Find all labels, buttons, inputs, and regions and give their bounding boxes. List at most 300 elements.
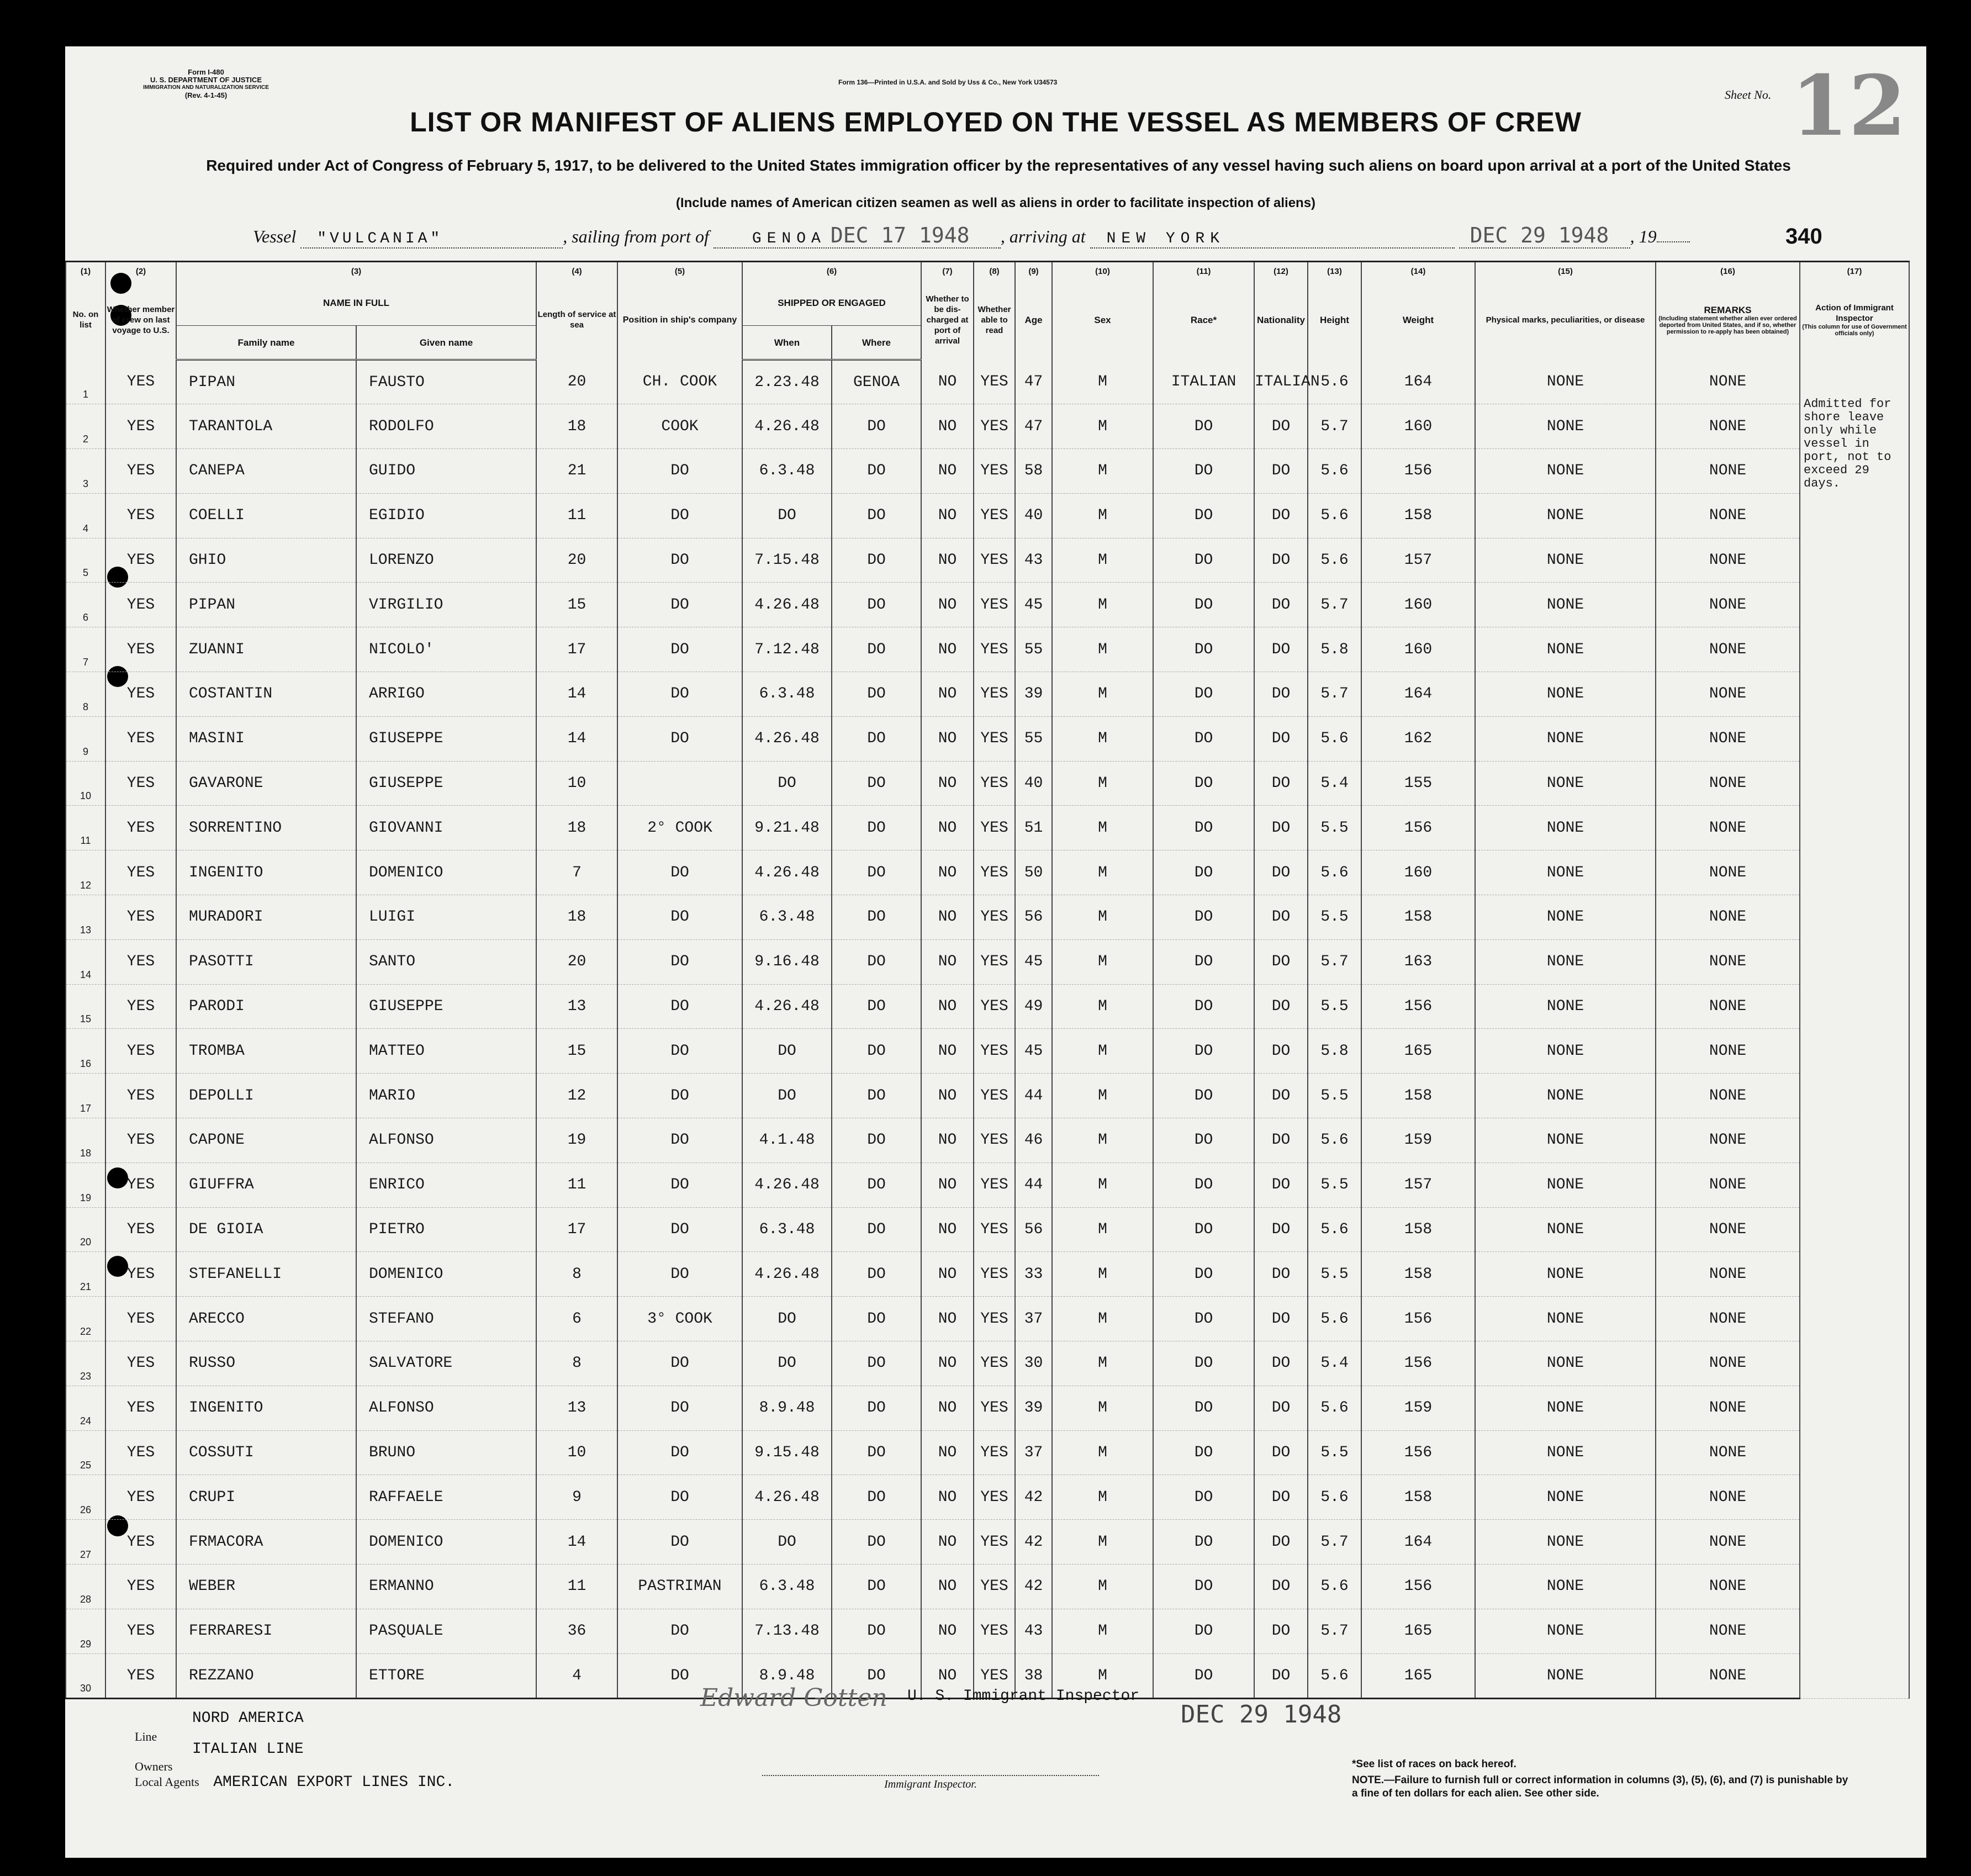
cell-nationality: DO [1254,850,1308,895]
cell-age: 43 [1015,1609,1052,1653]
cell-weight: 158 [1361,1475,1475,1520]
cell-family-name: RUSSO [176,1341,356,1386]
cell-sex: M [1052,360,1153,404]
cell-family-name: GHIO [176,538,356,583]
cell-service-length: 9 [536,1475,617,1520]
line-value: NORD AMERICA [192,1710,304,1727]
cell-race: DO [1153,1653,1254,1699]
cell-row-number: 27 [66,1520,105,1565]
table-row [66,850,1909,895]
cell-discharged: NO [921,1430,974,1475]
cell-last-voyage: YES [105,627,176,672]
cell-shipped-when: 4.26.48 [742,404,832,449]
col-header-given-name: Given name [356,326,536,360]
cell-given-name: GIUSEPPE [356,984,536,1029]
cell-service-length: 18 [536,806,617,850]
cell-height: 5.6 [1308,1475,1361,1520]
cell-age: 58 [1015,449,1052,494]
cell-physical-marks: NONE [1475,716,1656,761]
cell-age: 40 [1015,761,1052,806]
cell-given-name: MARIO [356,1074,536,1118]
col-header-weight: Weight [1361,280,1475,360]
cell-shipped-where: DO [832,1207,921,1252]
cell-remarks: NONE [1656,1029,1800,1074]
cell-row-number: 23 [66,1341,105,1386]
cell-remarks: NONE [1656,538,1800,583]
cell-family-name: TARANTOLA [176,404,356,449]
cell-remarks: NONE [1656,360,1800,404]
manifest-count: 340 [1785,224,1822,249]
cell-sex: M [1052,1609,1153,1653]
cell-shipped-when: 4.26.48 [742,850,832,895]
cell-last-voyage: YES [105,1074,176,1118]
cell-remarks: NONE [1656,939,1800,984]
cell-shipped-where: DO [832,404,921,449]
cell-age: 39 [1015,1386,1052,1430]
cell-weight: 158 [1361,1074,1475,1118]
table-row [66,1430,1909,1475]
col-header-when: When [742,326,832,360]
cell-service-length: 20 [536,538,617,583]
cell-remarks: NONE [1656,1162,1800,1207]
cell-shipped-when: 2.23.48 [742,360,832,404]
cell-row-number: 26 [66,1475,105,1520]
col-header-height: Height [1308,280,1361,360]
cell-position: DO [617,583,742,627]
table-row [66,939,1909,984]
cell-sex: M [1052,1430,1153,1475]
cell-given-name: DOMENICO [356,1520,536,1565]
cell-position: DO [617,716,742,761]
cell-service-length: 14 [536,716,617,761]
cell-last-voyage: YES [105,939,176,984]
cell-shipped-where: DO [832,672,921,717]
cell-able-to-read: YES [974,850,1015,895]
cell-discharged: NO [921,850,974,895]
cell-physical-marks: NONE [1475,895,1656,940]
cell-discharged: NO [921,895,974,940]
cell-shipped-where: DO [832,1609,921,1653]
cell-sex: M [1052,806,1153,850]
cell-row-number: 4 [66,493,105,538]
cell-service-length: 13 [536,984,617,1029]
cell-height: 5.7 [1308,1609,1361,1653]
cell-given-name: RAFFAELE [356,1475,536,1520]
cell-shipped-when: DO [742,493,832,538]
cell-position: DO [617,449,742,494]
cell-sex: M [1052,449,1153,494]
cell-nationality: DO [1254,583,1308,627]
cell-able-to-read: YES [974,1252,1015,1297]
cell-shipped-when: 8.9.48 [742,1653,832,1699]
cell-sex: M [1052,404,1153,449]
cell-weight: 162 [1361,716,1475,761]
cell-age: 49 [1015,984,1052,1029]
cell-shipped-when: 6.3.48 [742,1207,832,1252]
inspector-title: U. S. Immigrant Inspector [907,1688,1140,1705]
table-row [66,1162,1909,1207]
cell-height: 5.6 [1308,1386,1361,1430]
table-row [66,1341,1909,1386]
cell-able-to-read: YES [974,1207,1015,1252]
cell-age: 45 [1015,939,1052,984]
cell-height: 5.5 [1308,895,1361,940]
cell-position: DO [617,1609,742,1653]
cell-position: DO [617,538,742,583]
cell-row-number: 14 [66,939,105,984]
cell-weight: 158 [1361,1252,1475,1297]
cell-service-length: 8 [536,1341,617,1386]
cell-remarks: NONE [1656,716,1800,761]
cell-remarks: NONE [1656,672,1800,717]
cell-service-length: 18 [536,404,617,449]
cell-position: DO [617,1386,742,1430]
cell-shipped-when: 6.3.48 [742,895,832,940]
cell-nationality: DO [1254,449,1308,494]
cell-position: DO [617,1029,742,1074]
cell-shipped-where: DO [832,1565,921,1609]
cell-able-to-read: YES [974,1074,1015,1118]
cell-discharged: NO [921,761,974,806]
arrival-date-stamp: DEC 29 1948 [1470,223,1609,247]
cell-given-name: MATTEO [356,1029,536,1074]
cell-physical-marks: NONE [1475,761,1656,806]
cell-shipped-where: DO [832,449,921,494]
cell-service-length: 11 [536,1162,617,1207]
cell-nationality: DO [1254,761,1308,806]
cell-remarks: NONE [1656,449,1800,494]
table-row [66,404,1909,449]
cell-weight: 165 [1361,1653,1475,1699]
cell-family-name: COSTANTIN [176,672,356,717]
cell-sex: M [1052,1074,1153,1118]
cell-physical-marks: NONE [1475,1653,1656,1699]
cell-weight: 160 [1361,850,1475,895]
cell-physical-marks: NONE [1475,404,1656,449]
cell-age: 55 [1015,716,1052,761]
col-number: (6) [742,262,921,281]
cell-able-to-read: YES [974,1475,1015,1520]
cell-able-to-read: YES [974,1341,1015,1386]
cell-given-name: GIUSEPPE [356,761,536,806]
cell-row-number: 22 [66,1297,105,1341]
cell-service-length: 21 [536,449,617,494]
cell-shipped-where: DO [832,1341,921,1386]
cell-age: 37 [1015,1297,1052,1341]
cell-shipped-where: DO [832,1162,921,1207]
cell-shipped-when: DO [742,1297,832,1341]
cell-shipped-where: DO [832,716,921,761]
cell-remarks: NONE [1656,895,1800,940]
cell-discharged: NO [921,716,974,761]
cell-service-length: 11 [536,1565,617,1609]
cell-service-length: 19 [536,1118,617,1163]
cell-remarks: NONE [1656,1118,1800,1163]
cell-row-number: 19 [66,1162,105,1207]
cell-able-to-read: YES [974,1118,1015,1163]
cell-service-length: 8 [536,1252,617,1297]
cell-sex: M [1052,1029,1153,1074]
subtitle-note: (Include names of American citizen seamen as well as aliens in order to facilitate inspection of aliens) [675,195,1316,210]
column-headers-row [66,280,1909,326]
action-note: (This column for use of Government officials only) [1802,324,1907,337]
cell-weight: 157 [1361,538,1475,583]
sheet-label: Sheet No. [1725,88,1772,102]
cell-given-name: SALVATORE [356,1341,536,1386]
cell-physical-marks: NONE [1475,850,1656,895]
table-row [66,1029,1909,1074]
cell-race: DO [1153,404,1254,449]
cell-family-name: SORRENTINO [176,806,356,850]
cell-position: DO [617,627,742,672]
cell-family-name: CAPONE [176,1118,356,1163]
cell-position: DO [617,672,742,717]
cell-able-to-read: YES [974,939,1015,984]
cell-sex: M [1052,761,1153,806]
cell-position: DO [617,1520,742,1565]
cell-weight: 158 [1361,1207,1475,1252]
cell-race: DO [1153,1207,1254,1252]
cell-weight: 156 [1361,1565,1475,1609]
cell-weight: 156 [1361,1297,1475,1341]
cell-height: 5.6 [1308,449,1361,494]
cell-family-name: PARODI [176,984,356,1029]
cell-position: DO [617,1252,742,1297]
cell-service-length: 15 [536,1029,617,1074]
col-header-family-name: Family name [176,326,356,360]
cell-age: 45 [1015,1029,1052,1074]
col-number: (2) [105,262,176,281]
cell-discharged: NO [921,449,974,494]
cell-nationality: DO [1254,1341,1308,1386]
cell-height: 5.7 [1308,404,1361,449]
cell-height: 5.6 [1308,716,1361,761]
sailing-date-stamp: DEC 17 1948 [830,223,970,247]
cell-shipped-when: DO [742,1029,832,1074]
cell-physical-marks: NONE [1475,493,1656,538]
cell-physical-marks: NONE [1475,1207,1656,1252]
cell-age: 44 [1015,1074,1052,1118]
cell-service-length: 20 [536,360,617,404]
cell-able-to-read: YES [974,1430,1015,1475]
cell-sex: M [1052,939,1153,984]
cell-physical-marks: NONE [1475,806,1656,850]
cell-shipped-when: 4.26.48 [742,984,832,1029]
cell-discharged: NO [921,1520,974,1565]
cell-sex: M [1052,1252,1153,1297]
cell-height: 5.6 [1308,493,1361,538]
cell-height: 5.7 [1308,583,1361,627]
races-note: *See list of races on back hereof. [1352,1758,1516,1770]
cell-last-voyage: YES [105,360,176,404]
cell-shipped-when: 4.26.48 [742,1252,832,1297]
cell-remarks: NONE [1656,806,1800,850]
table-row [66,716,1909,761]
cell-remarks: NONE [1656,1252,1800,1297]
cell-given-name: BRUNO [356,1430,536,1475]
cell-age: 56 [1015,895,1052,940]
cell-shipped-when: 4.1.48 [742,1118,832,1163]
cell-given-name: ARRIGO [356,672,536,717]
service: IMMIGRATION AND NATURALIZATION SERVICE [143,84,269,91]
cell-weight: 159 [1361,1118,1475,1163]
cell-nationality: DO [1254,1207,1308,1252]
cell-last-voyage: YES [105,583,176,627]
cell-row-number: 15 [66,984,105,1029]
cell-able-to-read: YES [974,1386,1015,1430]
footer-owners-label: Owners [135,1759,173,1773]
col-header-nationality: Nationality [1254,280,1308,360]
cell-shipped-when: 6.3.48 [742,449,832,494]
cell-height: 5.7 [1308,1520,1361,1565]
cell-family-name: PASOTTI [176,939,356,984]
cell-remarks: NONE [1656,1386,1800,1430]
cell-sex: M [1052,716,1153,761]
cell-row-number: 7 [66,627,105,672]
cell-shipped-where: DO [832,538,921,583]
col-number: (1) [66,262,105,281]
cell-discharged: NO [921,1565,974,1609]
table-row [66,493,1909,538]
cell-family-name: COSSUTI [176,1430,356,1475]
cell-discharged: NO [921,984,974,1029]
cell-race: DO [1153,895,1254,940]
cell-remarks: NONE [1656,1341,1800,1386]
cell-family-name: MURADORI [176,895,356,940]
cell-shipped-when: DO [742,761,832,806]
cell-last-voyage: YES [105,449,176,494]
table-row [66,1609,1909,1653]
cell-physical-marks: NONE [1475,984,1656,1029]
cell-remarks: NONE [1656,1653,1800,1699]
form-identifier [137,68,275,99]
cell-nationality: DO [1254,404,1308,449]
cell-service-length: 36 [536,1609,617,1653]
cell-position: DO [617,1118,742,1163]
cell-race: DO [1153,1162,1254,1207]
cell-shipped-where: DO [832,761,921,806]
cell-row-number: 24 [66,1386,105,1430]
cell-race: DO [1153,850,1254,895]
cell-row-number: 29 [66,1609,105,1653]
cell-sex: M [1052,627,1153,672]
cell-position [617,761,742,806]
cell-age: 55 [1015,627,1052,672]
cell-given-name: GUIDO [356,449,536,494]
col-number: (9) [1015,262,1052,281]
cell-able-to-read: YES [974,761,1015,806]
inspector-signature: Edward Gotten [700,1684,887,1712]
cell-nationality: DO [1254,493,1308,538]
table-row [66,1207,1909,1252]
cell-shipped-where: DO [832,1386,921,1430]
cell-shipped-where: DO [832,1653,921,1699]
cell-given-name: ALFONSO [356,1118,536,1163]
cell-last-voyage: YES [105,1207,176,1252]
cell-service-length: 14 [536,672,617,717]
owners-value: ITALIAN LINE [192,1741,304,1758]
cell-shipped-where: DO [832,939,921,984]
cell-nationality: ITALIAN [1254,360,1308,404]
cell-position: DO [617,939,742,984]
cell-physical-marks: NONE [1475,1386,1656,1430]
cell-nationality: DO [1254,716,1308,761]
cell-given-name: ENRICO [356,1162,536,1207]
cell-sex: M [1052,1118,1153,1163]
cell-nationality: DO [1254,1297,1308,1341]
col-number: (3) [176,262,536,281]
cell-last-voyage: YES [105,761,176,806]
cell-service-length: 10 [536,1430,617,1475]
col-header-service: Length of service at sea [536,280,617,360]
cell-given-name: PIETRO [356,1207,536,1252]
cell-row-number: 18 [66,1118,105,1163]
col-number: (17) [1800,262,1909,281]
col-header-last-voyage: Whether member of crew on last voyage to U.S. [105,280,176,360]
cell-shipped-where: DO [832,895,921,940]
cell-position: PASTRIMAN [617,1565,742,1609]
cell-able-to-read: YES [974,449,1015,494]
port-from: GENOA [752,230,826,247]
cell-race: DO [1153,1074,1254,1118]
footer-line [137,1710,304,1727]
cell-last-voyage: YES [105,1386,176,1430]
cell-shipped-where: DO [832,1430,921,1475]
cell-last-voyage: YES [105,1475,176,1520]
col-header-no: No. on list [66,280,105,360]
cell-family-name: INGENITO [176,850,356,895]
cell-height: 5.5 [1308,1252,1361,1297]
cell-remarks: NONE [1656,1565,1800,1609]
cell-height: 5.6 [1308,850,1361,895]
cell-remarks: NONE [1656,1520,1800,1565]
cell-race: DO [1153,939,1254,984]
cell-discharged: NO [921,1297,974,1341]
cell-family-name: COELLI [176,493,356,538]
cell-last-voyage: YES [105,1609,176,1653]
cell-physical-marks: NONE [1475,360,1656,404]
cell-discharged: NO [921,1341,974,1386]
cell-height: 5.6 [1308,360,1361,404]
cell-height: 5.6 [1308,1565,1361,1609]
cell-shipped-where: DO [832,850,921,895]
cell-age: 42 [1015,1475,1052,1520]
cell-remarks: NONE [1656,1609,1800,1653]
cell-age: 51 [1015,806,1052,850]
cell-physical-marks: NONE [1475,1609,1656,1653]
cell-given-name: NICOLO' [356,627,536,672]
cell-last-voyage: YES [105,895,176,940]
cell-shipped-when: 7.13.48 [742,1609,832,1653]
cell-physical-marks: NONE [1475,1520,1656,1565]
table-row [66,583,1909,627]
cell-last-voyage: YES [105,850,176,895]
cell-weight: 159 [1361,1386,1475,1430]
cell-able-to-read: YES [974,895,1015,940]
shore-leave-remark: Admitted for shore leave only while vessel in port, not to exceed 29 days. [1804,397,1891,490]
cell-remarks: NONE [1656,1207,1800,1252]
cell-row-number: 30 [66,1653,105,1699]
cell-shipped-when: 4.26.48 [742,1162,832,1207]
cell-physical-marks: NONE [1475,1029,1656,1074]
cell-row-number: 16 [66,1029,105,1074]
cell-sex: M [1052,1475,1153,1520]
cell-physical-marks: NONE [1475,939,1656,984]
cell-service-length: 13 [536,1386,617,1430]
cell-last-voyage: YES [105,1297,176,1341]
cell-able-to-read: YES [974,1297,1015,1341]
cell-weight: 164 [1361,672,1475,717]
